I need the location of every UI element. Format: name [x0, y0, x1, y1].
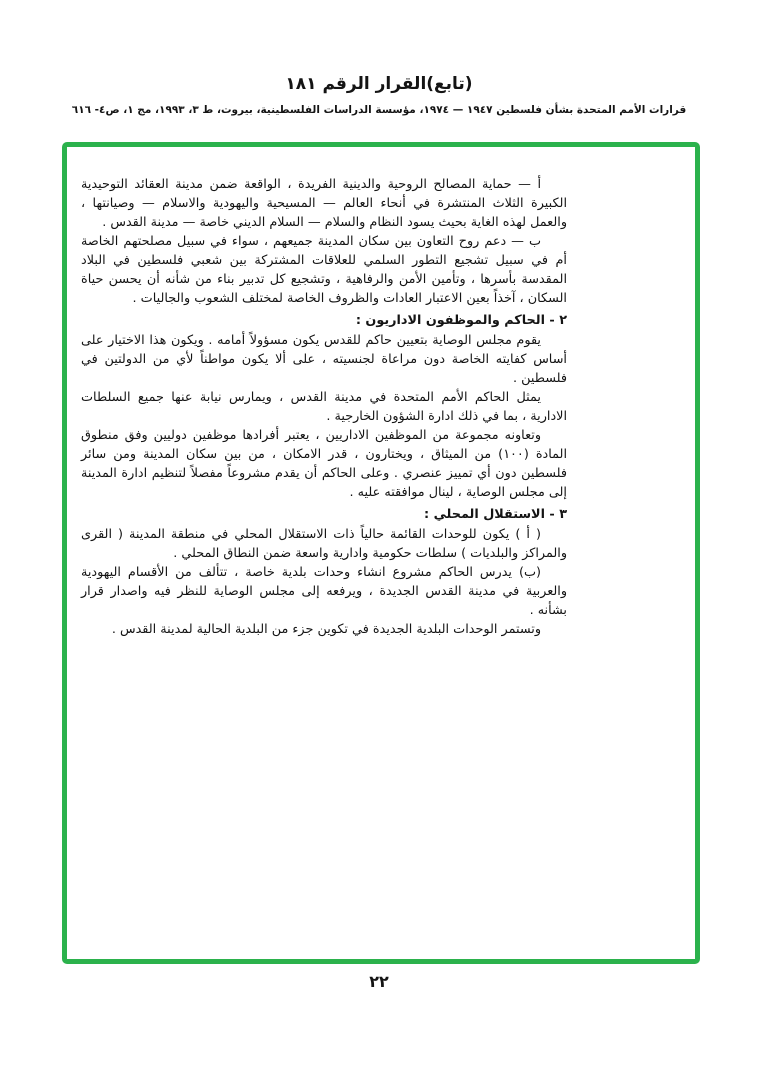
section-heading: ٢ - الحاكم والموظفون الاداريون : — [355, 313, 567, 328]
body-paragraph: ب — دعم روح التعاون بين سكان المدينة جميعهم ، سواء في سبيل مصلحتهم الخاصة أم في سبيل تشجيع التطور السلمي للعلاقات المشتركة بين شعبي فلسطين في البلاد المقدسة بأسرها ، وتأمين الأمن والرفاهية ، وتشجيع كل تدبير بناء من شأنه أن يحسن حياة السكان ، آخذاً بعين الاعتبار العادات والظروف الخاصة لمختلف الشعوب والجاليات . — [81, 234, 567, 306]
body-text-column — [81, 175, 567, 639]
body-paragraph: (ب) يدرس الحاكم مشروع انشاء وحدات بلدية خاصة ، تتألف من الأقسام اليهودية والعربية في مدينة القدس الجديدة ، ويرفعه إلى مجلس الوصاية للنظر فيه واصدار قرار بشأنه . — [81, 565, 567, 618]
body-paragraph: يمثل الحاكم الأمم المتحدة في مدينة القدس ، ويمارس نيابة عنها جميع السلطات الادارية ، بما في ذلك ادارة الشؤون الخارجية . — [81, 390, 567, 424]
body-paragraph: أ — حماية المصالح الروحية والدينية الفريدة ، الواقعة ضمن مدينة العقائد التوحيدية الكبيرة الثلاث المنتشرة في أنحاء العالم — المسيحية واليهودية والاسلام — وصيانتها ، والعمل لهذه الغاية بحيث يسود النظام والسلام — السلام الديني خاصة — مدينة القدس . — [81, 177, 567, 230]
page-number: ٢٢ — [369, 972, 389, 991]
body-paragraph: ( أ ) يكون للوحدات القائمة حالياً ذات الاستقلال المحلي في منطقة المدينة ( القرى والمراكز والبلديات ) سلطات حكومية وادارية واسعة ضمن النطاق المحلي . — [81, 527, 567, 561]
body-paragraph: وتعاونه مجموعة من الموظفين الاداريين ، يعتبر أفرادها موظفين دوليين وفق منطوق المادة (١٠٠) من الميثاق ، ويختارون ، قدر الامكان ، من بين سكان المدينة ومن سائر فلسطين دون أي تمييز عنصري . وعلى الحاكم أن يقدم مشروعاً مفصلاً لتنظيم ادارة المدينة إلى مجلس الوصاية ، لينال موافقته عليه . — [81, 428, 567, 500]
green-content-frame — [62, 142, 700, 964]
body-paragraph: يقوم مجلس الوصاية بتعيين حاكم للقدس يكون مسؤولاً أمامه . ويكون هذا الاختيار على أساس كفايته الخاصة دون مراعاة لجنسيته ، على ألا يكون مواطناً لأي من الدولتين في فلسطين . — [81, 333, 567, 386]
resolution-title: (تابع)القرار الرقم ١٨١ — [285, 74, 473, 94]
section-heading: ٣ - الاستقلال المحلي : — [424, 507, 567, 522]
source-citation: قرارات الأمم المتحدة بشأن فلسطين ١٩٤٧ — ١٩٧٤، مؤسسة الدراسات الفلسطينية، بيروت، ط ٣، ١٩٩٣، مج ١، ص٤- ٦١٦ — [71, 104, 687, 116]
body-paragraph: وتستمر الوحدات البلدية الجديدة في تكوين جزء من البلدية الحالية لمدينة القدس . — [111, 622, 541, 637]
